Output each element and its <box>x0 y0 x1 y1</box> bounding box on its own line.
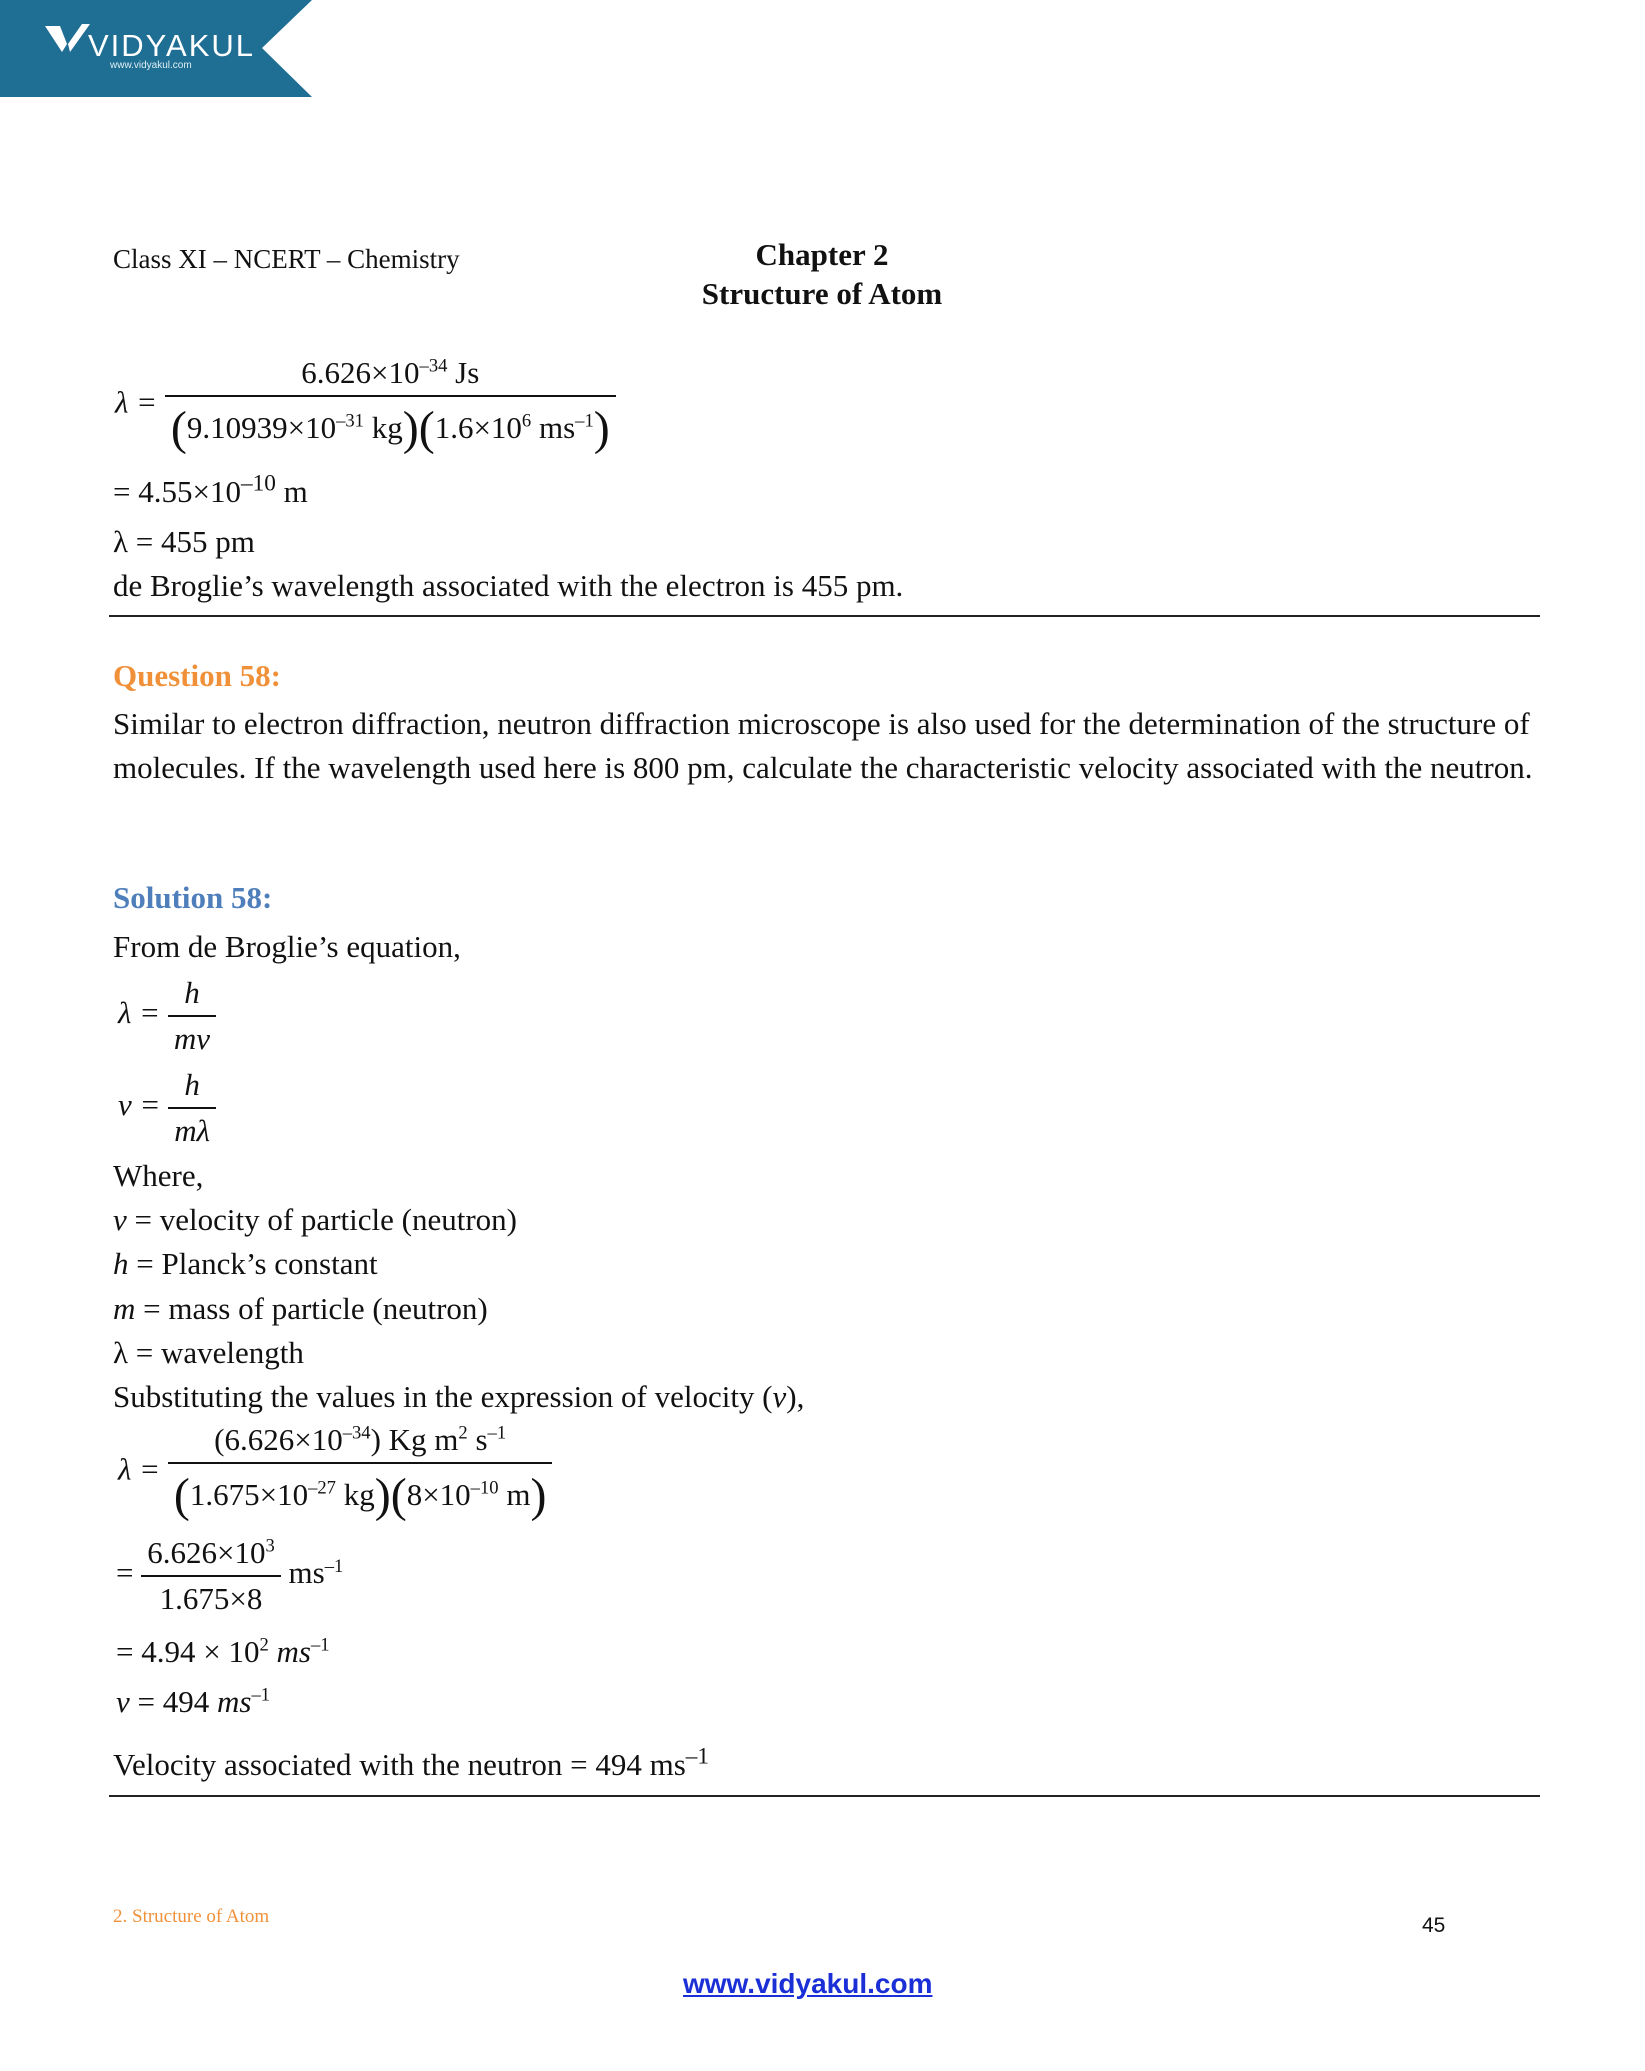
final-answer: Velocity associated with the neutron = 494 $ms^{-1}$ <box>113 1743 710 1782</box>
brand-name: VIDYAKUL <box>88 28 256 63</box>
question-title: Question 58: <box>113 658 281 693</box>
definition-lambda: λ = wavelength <box>113 1335 304 1370</box>
footer-chapter-label: 2. Structure of Atom <box>113 1906 270 1927</box>
result-line-1: = $4.55\times 10^{-10}$ m <box>113 470 308 509</box>
lambda-fraction <box>165 355 616 456</box>
substitution-line: Substituting the values in the expression of velocity (v), <box>113 1379 805 1414</box>
solution-intro: From de Broglie’s equation, <box>113 929 461 964</box>
class-label: Class XI – NCERT – Chemistry <box>113 244 460 274</box>
divider <box>109 615 1540 617</box>
simplified-fraction: $\frac{6.626\times 10^3}{1.675\times 8}$ <box>141 1535 281 1617</box>
substituted-equation: λ = $\frac{(6.626\times 10^{-34}) Kg m^2 s^{-1}}{(1.675\times 10^{-27} kg)(8\times 10^{-10} m)}$ <box>118 1422 552 1523</box>
lambda-equation-electron <box>115 355 616 456</box>
de-broglie-fraction: $\frac{h}{mv}$ <box>168 975 216 1057</box>
brand-url: www.vidyakul.com <box>110 60 192 71</box>
solution-title: Solution 58: <box>113 880 273 915</box>
velocity-fraction: $\frac{h}{m\lambda}$ <box>168 1067 216 1149</box>
fraction-numerator: $6.626\times 10^{-34}$ Js <box>165 355 616 397</box>
where-label: Where, <box>113 1158 204 1193</box>
definition-m: m = mass of particle (neutron) <box>113 1291 488 1326</box>
result-conclusion: de Broglie’s wavelength associated with the electron is 455 pm. <box>113 568 904 603</box>
divider <box>109 1795 1540 1797</box>
chapter-title: Structure of Atom <box>701 276 943 311</box>
simplified-equation: = $\frac{6.626\times 10^3}{1.675\times 8}$ $ms^{-1}$ <box>116 1535 344 1616</box>
de-broglie-equation: λ = $\frac{h}{mv}$ <box>118 975 216 1057</box>
question-body: Similar to electron diffraction, neutron diffraction microscope is also used for the determination of the structure of molecules. If the wavelength used here is 800 pm, calculate the characteristic velocity associated with the neutron. <box>113 706 1533 785</box>
website-link[interactable]: www.vidyakul.com <box>683 1968 933 1999</box>
fraction-denominator: ($1.675\times 10^{-27}$ $kg)(8\times 10^{-10}$ m) <box>173 1469 547 1522</box>
definition-h: h = Planck’s constant <box>113 1246 378 1281</box>
chapter-number: Chapter 2 <box>755 237 889 272</box>
result-line-2: λ = 455 pm <box>113 524 255 559</box>
definition-v: v = velocity of particle (neutron) <box>113 1202 517 1237</box>
fraction-numerator: $(6.626\times 10^{-34})$ Kg $m^2$ $s^{-1}$ <box>168 1422 553 1464</box>
chapter-heading <box>690 235 954 313</box>
fraction-denominator: ($9.10939\times 10^{-31}$ $kg)(1.6\times 10^6$ $ms^{-1}$) <box>170 402 610 455</box>
substituted-fraction <box>168 1422 553 1523</box>
velocity-equation: v = $\frac{h}{m\lambda}$ <box>118 1067 216 1149</box>
result-velocity: v = 494 $ms^{-1}$ <box>116 1684 271 1719</box>
lambda-lhs: λ = <box>115 384 158 420</box>
page-number: 45 <box>1422 1914 1446 1937</box>
result-scientific: = $4.94 \times 10^2$ $ms^{-1}$ <box>116 1634 330 1669</box>
